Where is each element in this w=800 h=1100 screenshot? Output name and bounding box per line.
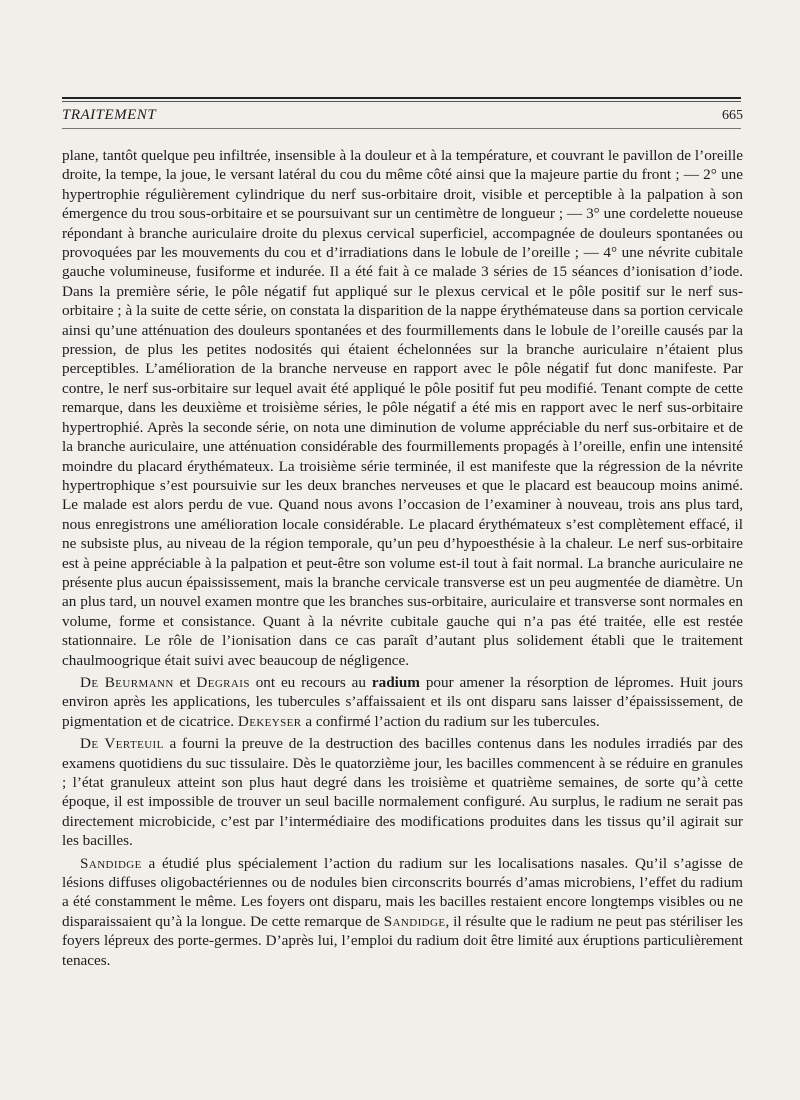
paragraph-text: a étudié plus spécialement l’action du radium sur les localisations nasales. Qu’il s’agisse de lésions diffuses oligobactériennes ou de nodules bien circonscrits bourrés d’amas microbiens, l’effet du radium a été constamment le même. Les foyers ont disparu, mais les bacilles restaient encore longtemps visibles ou ne disparaissaient qu’à la longue. De cette remarque de: [62, 854, 743, 930]
body-text: [62, 146, 743, 970]
paragraph-text: pour amener la résorption de lépromes. Huit jours environ après les applications, les tubercules s’affaissaient et ils ont disparu sans laisser d’épaississement, de pigmentation et de cicatrice.: [62, 673, 743, 730]
author-name: Sandidge: [80, 854, 142, 872]
author-name: De Beurmann: [80, 673, 174, 691]
author-name: Dekeyser: [237, 712, 302, 730]
paragraph-de-verteuil: [62, 734, 743, 850]
paragraph-text: ont eu recours au: [249, 673, 372, 691]
paragraph-text: , il résulte que le radium ne peut pas stériliser les foyers lépreux des porte-germes. D’après lui, l’emploi du radium doit être limité aux éruptions particulièrement tenaces.: [62, 912, 743, 969]
paragraph-text: et: [173, 673, 197, 691]
paragraph-text: a fourni la preuve de la destruction des bacilles contenus dans les nodules irradiés par des examens quotidiens du suc tissulaire. Dès le quatorzième jour, les bacilles commencent à se réduire en granules ; l’état granuleux atteint son plus haut degré dans les troisième et quatrième semaines, de sorte qu’à cette époque, il est impossible de trouver un seul bacille normalement configuré. Au surplus, le radium ne serait pas directement microbicide, c’est par l’intermédiaire des modifications produites dans les tissus qu’il agirait sur les bacilles.: [62, 735, 743, 850]
running-title: TRAITEMENT: [62, 107, 157, 123]
paragraph-text: a confirmé l’action du radium sur les tubercules.: [301, 712, 600, 730]
header-rule: [62, 128, 741, 129]
header-top-rule: [62, 97, 741, 99]
running-header: [62, 107, 743, 129]
author-name: De Verteuil: [80, 735, 164, 753]
page-number: 665: [722, 108, 743, 123]
author-name: Sandidge: [383, 912, 446, 930]
paragraph-sandidge: [62, 854, 743, 970]
paragraph-beurmann-degrais: [62, 673, 743, 731]
header-top-thin-rule: [62, 101, 741, 102]
emphasis-radium: radium: [371, 673, 420, 691]
author-name: Degrais: [196, 673, 250, 691]
paragraph-case-report: [62, 146, 743, 670]
paragraph-text: plane, tantôt quelque peu infiltrée, insensible à la douleur et à la température, et couvrant le pavillon de l’oreille droite, la tempe, la joue, le versant latéral du cou du même côté ainsi que la majeure partie du front ; — 2° une hypertrophie régulièrement cylindrique du nerf sus-orbitaire droit, visible et perceptible à la palpation à son émergence du trou sous-orbitaire et se poursuivant sur un centimètre de longueur ; — 3° une cordelette noueuse répondant à branche auriculaire droite du plexus cervical superficiel, accompagnée de douleurs spontanées ou provoquées par les mouvements du cou et d’irradiations dans le lobule de l’oreille ; — 4° une névrite cubitale gauche volumineuse, fusiforme et indurée. Il a été fait à ce malade 3 séries de 15 séances d’ionisation d’iode. Dans la première série, le pôle négatif fut appliqué sur le plexus cervical et le pôle positif sur le nerf sus-orbitaire ; à la suite de cette série, on constata la disparition de la nappe érythémateuse dans sa portion cervicale ainsi qu’une atténuation des douleurs spontanées et des fourmillements dans le lobule de l’oreille causés par la pression, de plus les petites nodosités qui étaient échelonnées sur la branche auriculaire n’étaient plus perceptibles. L’amélioration de la branche nerveuse en rapport avec le pôle négatif fut donc manifeste. Par contre, le nerf sus-orbitaire sur lequel avait été appliqué le pôle positif fut peu modifié. Tenant compte de cette remarque, dans les deuxième et troisième séries, le pôle négatif a été mis en rapport avec le nerf sus-orbitaire hypertrophié. Après la seconde série, on nota une diminution de volume appréciable du nerf sus-orbitaire et de la branche auriculaire, une atténuation considérable des fourmillements propagés à l’oreille, enfin une intensité moindre du placard érythémateux. La troisième série terminée, il est manifeste que la régression de la névrite hypertrophique s’est poursuivie sur les deux branches nerveuses et que le placard est beaucoup moins animé. Le malade est alors perdu de vue. Quand nous avons l’occasion de l’examiner à nouveau, trois ans plus tard, nous enregistrons une amélioration locale considérable. Le placard érythémateux s’est complètement effacé, il ne subsiste plus, au niveau de la région temporale, qu’un peu d’hypoesthésie à la chaleur. Le nerf sus-orbitaire est à peine appréciable à la palpation et peut-être son volume est-il tout à fait normal. La branche auriculaire ne présente plus aucun épaississement, mais la branche cervicale transverse est un peu augmentée de diamètre. Un an plus tard, un nouvel examen montre que les branches sus-orbitaire, auriculaire et transverse sont normales en volume, forme et consistance. Quant à la névrite cubitale gauche qui n’a pas été traitée, elle est restée stationnaire. Le rôle de l’ionisation dans ce cas paraît d’autant plus solidement établi que le traitement chaulmoogrique était suivi avec beaucoup de négligence.: [62, 147, 743, 669]
